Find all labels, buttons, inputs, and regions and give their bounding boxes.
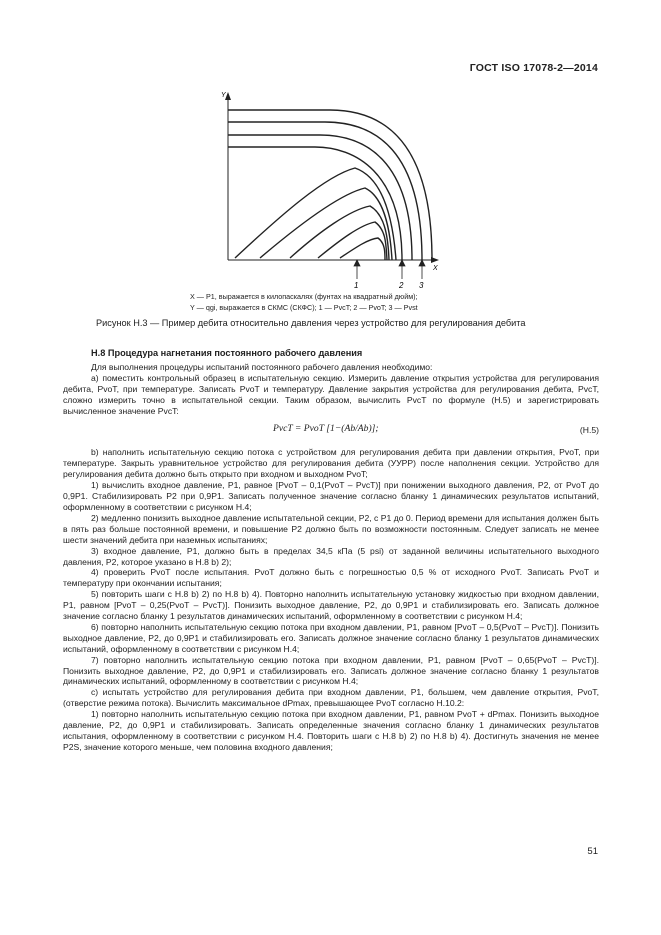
paragraph-b2: 2) медленно понизить выходное давление испытательной секции, P2, с P1 до 0. Период времени для испытания должен быть в пять раз больше постоянной времени, и повышение P2 должно быть по возможности постоянным. Следует записать не менее шести значений дебита при наземных испытаниях; bbox=[63, 512, 599, 545]
paragraph-b3: 3) входное давление, P1, должно быть в пределах 34,5 кПа (5 psi) от заданной величины испытательного выходного давления, P2, которое указано в H.8 b) 2); bbox=[63, 545, 599, 567]
marker-1-arrow bbox=[354, 260, 360, 266]
paragraph-intro: Для выполнения процедуры испытаний постоянного рабочего давления необходимо: bbox=[91, 361, 433, 372]
paragraph-b6: 6) повторно наполнить испытательную секцию потока при входном давлении, P1, равном [PvoT – 0,5(PvoT – PvcT)]. Понизить выходное давление, P2, до 0,9P1 и стабилизировать его. Записать должное значение согласно бланку 1 результатов динамических испытаний, оформленному в соответствии с рисунком H.4; bbox=[63, 621, 599, 654]
formula-number: (H.5) bbox=[579, 425, 599, 436]
x-axis-label: X bbox=[433, 265, 438, 272]
curve-flat-2 bbox=[228, 122, 422, 260]
y-axis-arrow bbox=[225, 92, 231, 100]
paragraph-b5: 5) повторить шаги с H.8 b) 2) по H.8 b) 4). Повторно наполнить испытательную установку жидкостью при входном давлении, P1, равном [PvoT – 0,25(PvoT – PvcT)]. Понизить выходное давление, P2, до 0,9P1 и стабилизировать его. Записать должное значение согласно бланку 1 результатов динамических испытаний, оформленному в соответствии с рисунком H.4; bbox=[63, 589, 599, 622]
formula-expression: PvcT = PvoT [1−(Ab/Ab)]; bbox=[273, 423, 379, 435]
marker-3-label: 3 bbox=[419, 281, 424, 290]
y-axis-label: Y bbox=[221, 92, 226, 99]
marker-2-label: 2 bbox=[399, 281, 404, 290]
figure-caption: Рисунок H.3 — Пример дебита относительно давления через устройство для регулирования дебита bbox=[96, 318, 526, 328]
paragraph-a: а) поместить контрольный образец в испытательную секцию. Измерить давление открытия устройства для регулирования дебита, PvoT, при температуре. Записать PvoT и температуру. Давление закрытия устройства для регулирования дебита, PvcT, сложно измерить точно в испытательной секции. Таким образом, вычислить PvcT по формуле (H.5) и зарегистрировать вычисленное значение PvcT: bbox=[63, 372, 599, 416]
paragraph-b: b) наполнить испытательную секцию потока с устройством для регулирования дебита при давлении открытия, PvoT, при температуре. Закрыть уравнительное устройство для регулирования дебита (УУРР) после наполнения секции. Устройство для регулирования дебита должно быть открыто при входном и выходном PvoT; bbox=[63, 447, 599, 480]
section-title: H.8 Процедура нагнетания постоянного рабочего давления bbox=[91, 348, 363, 358]
marker-1-label: 1 bbox=[354, 281, 359, 290]
paragraph-c: c) испытать устройство для регулирования дебита при входном давлении, P1, большем, чем давление открытия, PvoT, (отверстие режима потока). Вычислить максимальное dPmax, превышающее PvoT согласно H.10.2: bbox=[63, 687, 599, 709]
figure-legend bbox=[190, 292, 510, 313]
curve-rise-3 bbox=[290, 206, 389, 260]
paragraph-b1: 1) вычислить входное давление, P1, равное [PvoT – 0,1(PvoT – PvcT)] при понижении выходного давления, P2, от PvoT до 0,9P1. Стабилизировать P2 при 0,9P1. Записать полученное значение согласно бланку 1 динамических результатов испытаний, оформленному в соответствии с рисунком H.4; bbox=[63, 480, 599, 512]
paragraph-b4: 4) проверить PvoT после испытания. PvoT должно быть с погрешностью 0,5 % от исходного PvoT. Записать PvoT и температуру при окончании испытания; bbox=[63, 567, 599, 589]
curve-flat-4 bbox=[228, 147, 402, 260]
legend-x: X — P1, выражается в килопаскалях (фунтах на квадратный дюйм); bbox=[190, 292, 418, 301]
page-number: 51 bbox=[587, 846, 598, 857]
marker-2-arrow bbox=[399, 260, 405, 266]
curve-rise-5 bbox=[340, 238, 385, 260]
curve-rise-2 bbox=[260, 188, 392, 260]
paragraph-c1: 1) повторно наполнить испытательную секцию потока при входном давлении, P1, равном PvoT + dPmax. Понизить выходное давление, P2, до 0,9P1 и стабилизировать. Записать определенные значения согласно бланку 1 динамических результатов испытания, оформленному в соответствии с рисунком H.4. Повторить шаги с H.8 b) 2) по H.8 b) 4). Достигнуть значения не менее P2S, значение которого меньше, чем половина входного давления; bbox=[63, 709, 599, 752]
legend-y: Y — qgi, выражается в СКМС (СКФС); 1 — PvcT; 2 — PvoT; 3 — Pvst bbox=[190, 302, 418, 312]
section-body bbox=[63, 348, 599, 753]
marker-3-arrow bbox=[419, 260, 425, 266]
flow-pressure-figure bbox=[200, 88, 460, 293]
document-header: ГОСТ ISO 17078-2—2014 bbox=[469, 62, 598, 74]
paragraph-b7: 7) повторно наполнить испытательную секцию потока при входном давлении, P1, равном [PvoT – 0,65(PvoT – PvcT)]. Понизить выходное давление, P2, до 0,9P1 и стабилизировать его. Записать должное значение согласно бланку 1 результатов динамических испытаний, оформленному в соответствии с рисунком H.4; bbox=[63, 654, 599, 687]
formula-h5 bbox=[63, 419, 599, 445]
curve-flat-3 bbox=[228, 135, 412, 260]
